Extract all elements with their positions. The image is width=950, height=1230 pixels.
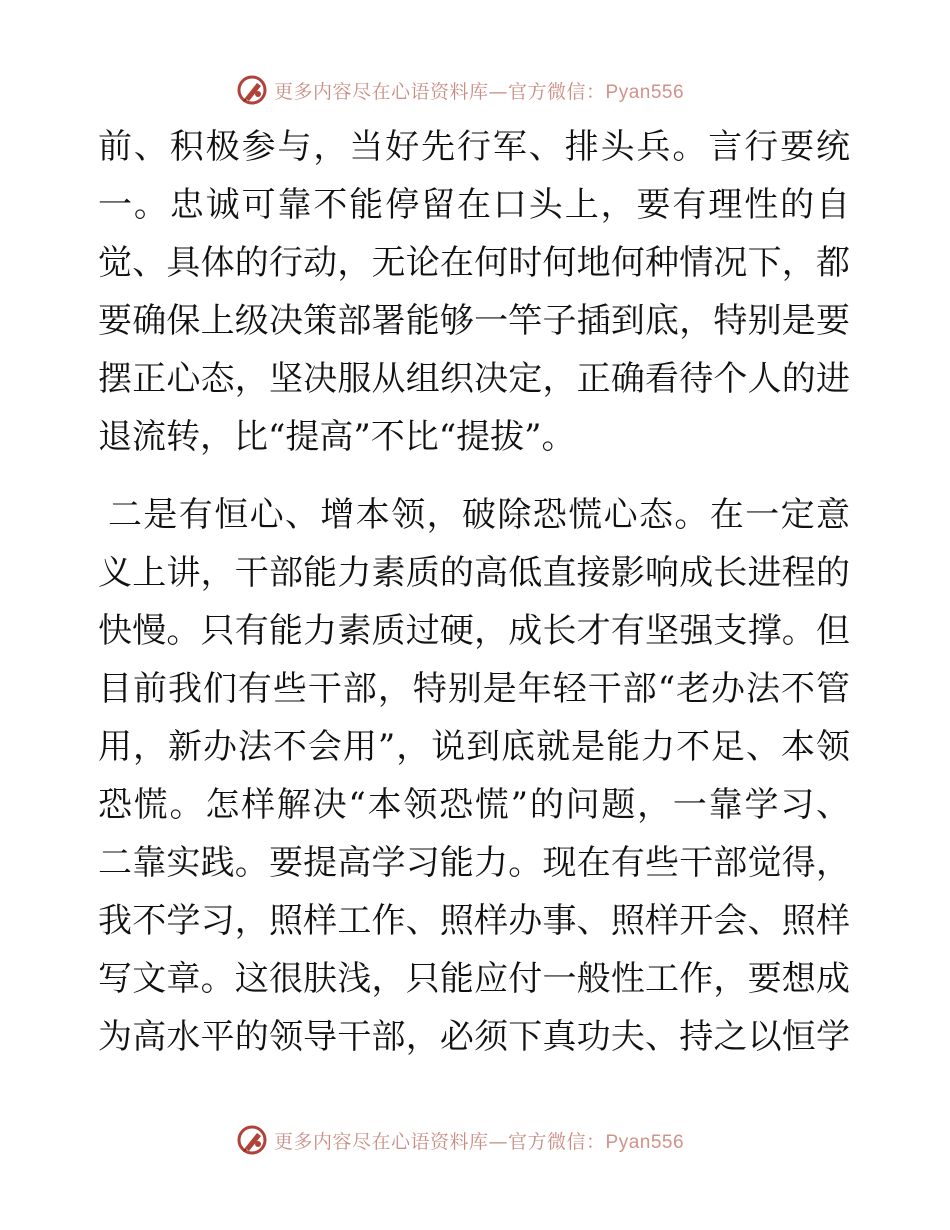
text-line: 前、积极参与，当好先行军、排头兵。言行要统: [98, 127, 850, 167]
text-line: 二靠实践。要提高学习能力。现在有些干部觉得，: [98, 843, 850, 883]
footer-banner-wx-id: Pyan556: [605, 1131, 685, 1153]
header-banner-wx-id: Pyan556: [605, 81, 685, 103]
footer-banner-main: 更多内容尽在心语资料库: [274, 1130, 489, 1153]
footer-banner-wx-label: 官方微信：: [508, 1130, 606, 1153]
header-banner-dash: —: [488, 80, 509, 103]
text-line: 快慢。只有能力素质过硬，成长才有坚强支撑。但: [98, 611, 850, 651]
text-line: 觉、具体的行动，无论在何时何地何种情况下，都: [98, 243, 850, 283]
text-line: 目前我们有些干部，特别是年轻干部“老办法不管: [98, 669, 850, 709]
text-line: 二是有恒心、增本领，破除恐慌心态。在一定意: [108, 495, 850, 535]
text-line: 恐慌。怎样解决“本领恐慌”的问题，一靠学习、: [98, 785, 850, 825]
text-line: 一。忠诚可靠不能停留在口头上，要有理性的自: [98, 185, 850, 225]
header-banner: [0, 70, 950, 110]
text-line: 用，新办法不会用”，说到底就是能力不足、本领: [98, 727, 850, 767]
pen-logo-icon: [236, 74, 268, 106]
header-banner-main: 更多内容尽在心语资料库: [274, 80, 489, 103]
paragraph-2: [98, 486, 850, 1066]
footer-banner-dash: —: [488, 1130, 509, 1153]
footer-banner: [0, 1120, 950, 1160]
header-banner-wx-label: 官方微信：: [508, 80, 606, 103]
header-banner-text: [274, 77, 684, 104]
paragraph-1: [98, 118, 850, 466]
footer-banner-text: [274, 1127, 684, 1154]
text-line: 义上讲，干部能力素质的高低直接影响成长进程的: [98, 553, 850, 593]
text-line: 我不学习，照样工作、照样办事、照样开会、照样: [98, 901, 850, 941]
text-line: 要确保上级决策部署能够一竿子插到底，特别是要: [98, 301, 850, 341]
text-line: 摆正心态，坚决服从组织决定，正确看待个人的进: [98, 359, 850, 399]
text-line: 为高水平的领导干部，必须下真功夫、持之以恒学: [98, 1017, 850, 1057]
text-line: 写文章。这很肤浅，只能应付一般性工作，要想成: [98, 959, 850, 999]
text-line: 退流转，比“提高”不比“提拔”。: [98, 417, 576, 457]
pen-logo-icon: [236, 1124, 268, 1156]
